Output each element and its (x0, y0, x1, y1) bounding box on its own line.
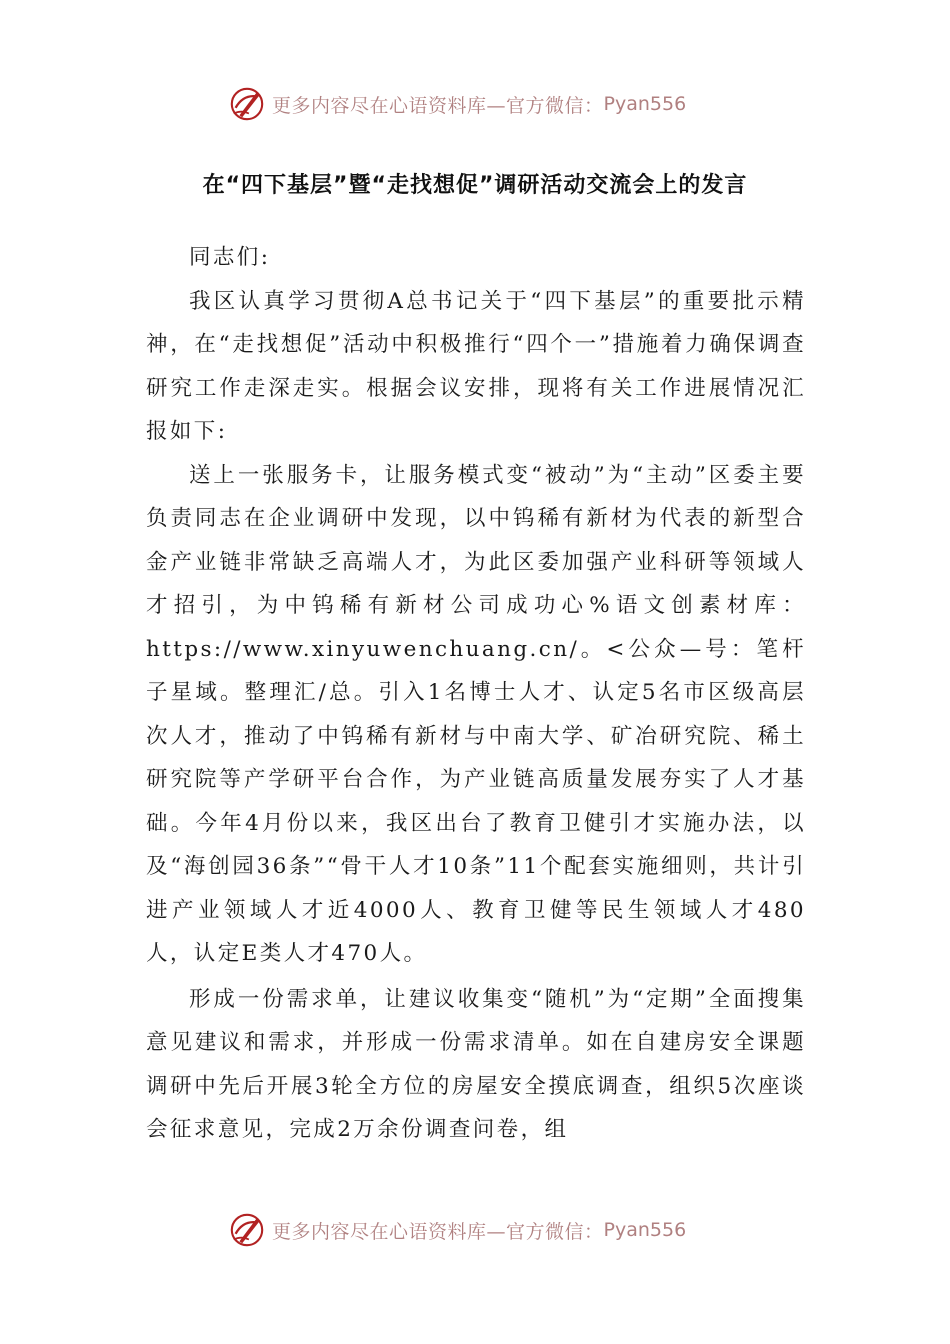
watermark-footer (228, 1210, 748, 1250)
paragraph-intro: 我区认真学习贯彻A总书记关于“四下基层”的重要批示精神，在“走找想促”活动中积极推行“四个一”措施着力确保调查研究工作走深走实。根据会议安排，现将有关工作进展情况汇报如下: (146, 288, 806, 444)
document-body (146, 236, 806, 1152)
paragraph-demand-list: 形成一份需求单，让建议收集变“随机”为“定期”全面搜集意见建议和需求，并形成一份需求清单。如在自建房安全课题调研中先后开展3轮全方位的房屋安全摸底调查，组织5次座谈会征求意见，完成2万余份调查问卷，组 (146, 986, 806, 1142)
watermark-wechat-id: Pyan556 (603, 93, 687, 115)
pen-swirl-logo-icon (228, 1211, 266, 1249)
watermark-text: 更多内容尽在心语资料库—官方微信： (272, 1220, 604, 1243)
page-title: 在“四下基层”暨“走找想促”调研活动交流会上的发言 (202, 173, 748, 198)
salutation: 同志们: (189, 245, 271, 270)
paragraph-service-card: 送上一张服务卡，让服务模式变“被动”为“主动”区委主要负责同志在企业调研中发现，以中钨稀有新材为代表的新型合金产业链非常缺乏高端人才，为此区委加强产业科研等领域人才招引，为中钨稀有新材公司成功心%语文创素材库：https://www.xinyuwenchuang.cn/。<公众—号：笔杆子星域。整理汇/总。引入1名博士人才、认定5名市区级高层次人才，推动了中钨稀有新材与中南大学、矿冶研究院、稀土研究院等产学研平台合作，为产业链高质量发展夯实了人才基础。今年4月份以来，我区出台了教育卫健引才实施办法，以及“海创园36条”“骨干人才10条”11个配套实施细则，共计引进产业领域人才近4000人、教育卫健等民生领域人才480人，认定E类人才470人。 (146, 462, 806, 966)
watermark-text: 更多内容尽在心语资料库—官方微信： (272, 94, 604, 117)
watermark-header (228, 84, 748, 124)
watermark-wechat-id: Pyan556 (603, 1219, 687, 1241)
pen-swirl-logo-icon (228, 85, 266, 123)
